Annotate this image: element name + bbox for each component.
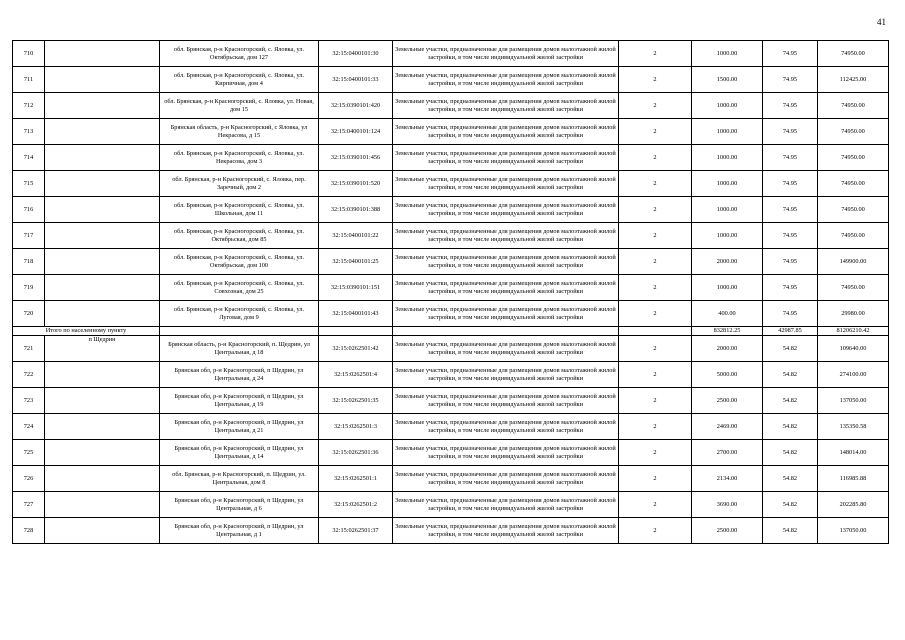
cadastral-value: 112425.00 (818, 67, 889, 93)
total-rate: 42987.85 (763, 327, 818, 336)
table-row (13, 223, 889, 249)
address-cell: Брянская область, р-н Красногорский, с Яловка, ул Некрасова, д 15 (160, 119, 319, 145)
cadastral-number: 32:15:0262501:1 (319, 466, 393, 492)
specific-value: 74.95 (763, 119, 818, 145)
group-number: 2 (619, 93, 692, 119)
settlement-cell (45, 492, 160, 518)
settlement-cell (45, 119, 160, 145)
table-row (13, 518, 889, 544)
land-purpose: Земельные участки, предназначенные для размещения домов малоэтажной жилой застройки, в том числе индивидуальной жилой застройки (393, 119, 619, 145)
total-empty-cell (393, 327, 619, 336)
row-number: 720 (13, 301, 45, 327)
cadastral-number: 32:15:0262501:4 (319, 362, 393, 388)
cadastral-number: 32:15:0400101:30 (319, 41, 393, 67)
land-purpose: Земельные участки, предназначенные для размещения домов малоэтажной жилой застройки, в том числе индивидуальной жилой застройки (393, 336, 619, 362)
settlement-cell (45, 466, 160, 492)
land-purpose: Земельные участки, предназначенные для размещения домов малоэтажной жилой застройки, в том числе индивидуальной жилой застройки (393, 67, 619, 93)
row-number: 727 (13, 492, 45, 518)
address-cell: Брянская обл, р-н Красногорский, п Щедрин, ул Центральная, д 1 (160, 518, 319, 544)
row-number: 728 (13, 518, 45, 544)
address-cell: Брянская обл, р-н Красногорский, п Щедрин, ул Центральная, д 6 (160, 492, 319, 518)
total-empty-cell (160, 327, 319, 336)
settlement-cell (45, 171, 160, 197)
table-row (13, 492, 889, 518)
table-row (13, 145, 889, 171)
land-area: 2500.00 (692, 518, 763, 544)
group-number: 2 (619, 67, 692, 93)
table-row (13, 197, 889, 223)
row-number: 717 (13, 223, 45, 249)
specific-value: 74.95 (763, 197, 818, 223)
table-row (13, 249, 889, 275)
address-cell: Брянская обл, р-н Красногорский, п Щедрин, ул Центральная, д 19 (160, 388, 319, 414)
row-number: 710 (13, 41, 45, 67)
address-cell: Брянская обл, р-н Красногорский, п Щедрин, ул Центральная, д 21 (160, 414, 319, 440)
row-number: 724 (13, 414, 45, 440)
specific-value: 74.95 (763, 171, 818, 197)
table-row (13, 119, 889, 145)
address-cell: обл. Брянская, р-н Красногорский, с. Яловка, ул. Луговая, дом 9 (160, 301, 319, 327)
group-number: 2 (619, 145, 692, 171)
row-number: 725 (13, 440, 45, 466)
total-value: 81206210.42 (818, 327, 889, 336)
land-purpose: Земельные участки, предназначенные для размещения домов малоэтажной жилой застройки, в том числе индивидуальной жилой застройки (393, 466, 619, 492)
settlement-cell (45, 388, 160, 414)
table-row (13, 171, 889, 197)
specific-value: 74.95 (763, 145, 818, 171)
group-number: 2 (619, 249, 692, 275)
table-row (13, 466, 889, 492)
row-number: 721 (13, 336, 45, 362)
cadastral-value: 74950.00 (818, 197, 889, 223)
cadastral-value: 74950.00 (818, 93, 889, 119)
land-area: 2000.00 (692, 249, 763, 275)
total-row (13, 327, 889, 336)
row-number: 722 (13, 362, 45, 388)
settlement-cell (45, 275, 160, 301)
row-number: 716 (13, 197, 45, 223)
land-purpose: Земельные участки, предназначенные для размещения домов малоэтажной жилой застройки, в том числе индивидуальной жилой застройки (393, 518, 619, 544)
land-purpose: Земельные участки, предназначенные для размещения домов малоэтажной жилой застройки, в том числе индивидуальной жилой застройки (393, 223, 619, 249)
land-area: 1000.00 (692, 145, 763, 171)
land-area: 2500.00 (692, 388, 763, 414)
land-purpose: Земельные участки, предназначенные для размещения домов малоэтажной жилой застройки, в том числе индивидуальной жилой застройки (393, 41, 619, 67)
specific-value: 74.95 (763, 93, 818, 119)
row-number: 723 (13, 388, 45, 414)
specific-value: 54.82 (763, 414, 818, 440)
table-row (13, 41, 889, 67)
group-number: 2 (619, 197, 692, 223)
cadastral-value: 74950.00 (818, 145, 889, 171)
cadastral-number: 32:15:0400101:124 (319, 119, 393, 145)
land-area: 1500.00 (692, 67, 763, 93)
specific-value: 54.82 (763, 440, 818, 466)
land-area: 1000.00 (692, 93, 763, 119)
specific-value: 74.95 (763, 41, 818, 67)
address-cell: обл. Брянская, р-н Красногорский, с. Яловка, ул. Новая, дом 15 (160, 93, 319, 119)
cadastral-value: 29980.00 (818, 301, 889, 327)
group-number: 2 (619, 414, 692, 440)
address-cell: обл. Брянская, р-н Красногорский, с. Яловка, ул. Школьная, дом 11 (160, 197, 319, 223)
cadastral-value: 148014.00 (818, 440, 889, 466)
page-number: 41 (877, 17, 886, 27)
table-row (13, 414, 889, 440)
cadastral-number: 32:15:0400101:25 (319, 249, 393, 275)
row-number: 718 (13, 249, 45, 275)
settlement-cell (45, 362, 160, 388)
cadastral-value: 74950.00 (818, 171, 889, 197)
group-number: 2 (619, 119, 692, 145)
specific-value: 74.95 (763, 301, 818, 327)
cadastral-number: 32:15:0390101:456 (319, 145, 393, 171)
table-row (13, 388, 889, 414)
land-purpose: Земельные участки, предназначенные для размещения домов малоэтажной жилой застройки, в том числе индивидуальной жилой застройки (393, 414, 619, 440)
specific-value: 54.82 (763, 336, 818, 362)
land-area: 1000.00 (692, 275, 763, 301)
specific-value: 54.82 (763, 518, 818, 544)
total-empty-cell (319, 327, 393, 336)
group-number: 2 (619, 41, 692, 67)
specific-value: 54.82 (763, 362, 818, 388)
table-row (13, 67, 889, 93)
cadastral-value: 74950.00 (818, 41, 889, 67)
table-row (13, 93, 889, 119)
table-row (13, 275, 889, 301)
cadastral-value: 149900.00 (818, 249, 889, 275)
cadastral-number: 32:15:0400101:43 (319, 301, 393, 327)
settlement-cell (45, 301, 160, 327)
land-purpose: Земельные участки, предназначенные для размещения домов малоэтажной жилой застройки, в том числе индивидуальной жилой застройки (393, 93, 619, 119)
settlement-cell (45, 440, 160, 466)
address-cell: обл. Брянская, р-н Красногорский, п. Щедрин, ул. Центральная, дом 8 (160, 466, 319, 492)
table-section-yalovka (13, 41, 889, 327)
cadastral-number: 32:15:0390101:520 (319, 171, 393, 197)
land-purpose: Земельные участки, предназначенные для размещения домов малоэтажной жилой застройки, в том числе индивидуальной жилой застройки (393, 197, 619, 223)
settlement-cell (45, 197, 160, 223)
group-number: 2 (619, 466, 692, 492)
cadastral-number: 32:15:0400101:22 (319, 223, 393, 249)
address-cell: обл. Брянская, р-н Красногорский, с. Яловка, ул. Некрасова, дом 3 (160, 145, 319, 171)
table-section-shchedrin (13, 336, 889, 544)
group-number: 2 (619, 171, 692, 197)
cadastral-value: 109640.00 (818, 336, 889, 362)
settlement-cell: п Щедрин (45, 336, 160, 362)
land-purpose: Земельные участки, предназначенные для размещения домов малоэтажной жилой застройки, в том числе индивидуальной жилой застройки (393, 171, 619, 197)
land-area: 2700.00 (692, 440, 763, 466)
land-area: 1000.00 (692, 171, 763, 197)
land-area: 1000.00 (692, 119, 763, 145)
land-purpose: Земельные участки, предназначенные для размещения домов малоэтажной жилой застройки, в том числе индивидуальной жилой застройки (393, 249, 619, 275)
address-cell: обл. Брянская, р-н Красногорский, с. Яловка, пер. Заречный, дом 2 (160, 171, 319, 197)
total-empty-cell (619, 327, 692, 336)
group-number: 2 (619, 301, 692, 327)
land-purpose: Земельные участки, предназначенные для размещения домов малоэтажной жилой застройки, в том числе индивидуальной жилой застройки (393, 440, 619, 466)
table-row (13, 336, 889, 362)
settlement-cell (45, 518, 160, 544)
settlement-cell (45, 93, 160, 119)
cadastral-value: 137050.00 (818, 388, 889, 414)
settlement-cell (45, 249, 160, 275)
row-number: 711 (13, 67, 45, 93)
land-area: 400.00 (692, 301, 763, 327)
land-purpose: Земельные участки, предназначенные для размещения домов малоэтажной жилой застройки, в том числе индивидуальной жилой застройки (393, 388, 619, 414)
total-area: 832812.25 (692, 327, 763, 336)
group-number: 2 (619, 336, 692, 362)
cadastral-number: 32:15:0390101:151 (319, 275, 393, 301)
land-area: 5000.00 (692, 362, 763, 388)
land-area: 1000.00 (692, 223, 763, 249)
land-purpose: Земельные участки, предназначенные для размещения домов малоэтажной жилой застройки, в том числе индивидуальной жилой застройки (393, 145, 619, 171)
row-number: 715 (13, 171, 45, 197)
group-number: 2 (619, 440, 692, 466)
group-number: 2 (619, 518, 692, 544)
group-number: 2 (619, 275, 692, 301)
row-number: 719 (13, 275, 45, 301)
address-cell: обл. Брянская, р-н Красногорский, с. Яловка, ул. Октябрьская, дом 85 (160, 223, 319, 249)
address-cell: обл. Брянская, р-н Красногорский, с. Яловка, ул. Совхозная, дом 25 (160, 275, 319, 301)
cadastral-number: 32:15:0390101:388 (319, 197, 393, 223)
settlement-cell (45, 223, 160, 249)
row-number: 713 (13, 119, 45, 145)
total-label: Итого по населенному пункту (13, 327, 160, 336)
land-area: 2469.00 (692, 414, 763, 440)
land-purpose: Земельные участки, предназначенные для размещения домов малоэтажной жилой застройки, в том числе индивидуальной жилой застройки (393, 492, 619, 518)
row-number: 714 (13, 145, 45, 171)
address-cell: обл. Брянская, р-н Красногорский, с. Яловка, ул. Октябрьская, дом 100 (160, 249, 319, 275)
land-area: 2000.00 (692, 336, 763, 362)
row-number: 726 (13, 466, 45, 492)
settlement-cell (45, 414, 160, 440)
group-number: 2 (619, 388, 692, 414)
table-row (13, 440, 889, 466)
settlement-cell (45, 145, 160, 171)
group-number: 2 (619, 492, 692, 518)
cadastral-value: 274100.00 (818, 362, 889, 388)
cadastral-number: 32:15:0262501:2 (319, 492, 393, 518)
land-purpose: Земельные участки, предназначенные для размещения домов малоэтажной жилой застройки, в том числе индивидуальной жилой застройки (393, 362, 619, 388)
cadastral-number: 32:15:0262501:36 (319, 440, 393, 466)
land-area: 1000.00 (692, 41, 763, 67)
specific-value: 54.82 (763, 492, 818, 518)
row-number: 712 (13, 93, 45, 119)
cadastral-value: 137050.00 (818, 518, 889, 544)
land-area: 2134.00 (692, 466, 763, 492)
specific-value: 74.95 (763, 67, 818, 93)
settlement-cell (45, 41, 160, 67)
address-cell: Брянская обл, р-н Красногорский, п Щедрин, ул Центральная, д 14 (160, 440, 319, 466)
land-purpose: Земельные участки, предназначенные для размещения домов малоэтажной жилой застройки, в том числе индивидуальной жилой застройки (393, 301, 619, 327)
address-cell: обл. Брянская, р-н Красногорский, с. Яловка, ул. Кирпичная, дом 4 (160, 67, 319, 93)
cadastral-value: 135350.58 (818, 414, 889, 440)
cadastral-value-table (12, 40, 889, 544)
cadastral-number: 32:15:0262501:42 (319, 336, 393, 362)
specific-value: 74.95 (763, 223, 818, 249)
cadastral-number: 32:15:0400101:33 (319, 67, 393, 93)
address-cell: Брянская обл, р-н Красногорский, п Щедрин, ул Центральная, д 24 (160, 362, 319, 388)
address-cell: Брянская область, р-н Красногорский, п. Щедрин, ул Центральная, д 18 (160, 336, 319, 362)
land-area: 1000.00 (692, 197, 763, 223)
cadastral-number: 32:15:0262501:35 (319, 388, 393, 414)
specific-value: 54.82 (763, 466, 818, 492)
cadastral-value: 116985.88 (818, 466, 889, 492)
specific-value: 74.95 (763, 275, 818, 301)
specific-value: 54.82 (763, 388, 818, 414)
specific-value: 74.95 (763, 249, 818, 275)
cadastral-number: 32:15:0262501:3 (319, 414, 393, 440)
cadastral-number: 32:15:0262501:37 (319, 518, 393, 544)
group-number: 2 (619, 223, 692, 249)
settlement-cell (45, 67, 160, 93)
address-cell: обл. Брянская, р-н Красногорский, с. Яловка, ул. Октябрьская, дом 127 (160, 41, 319, 67)
cadastral-value: 74950.00 (818, 223, 889, 249)
cadastral-number: 32:15:0390101:420 (319, 93, 393, 119)
land-area: 3690.00 (692, 492, 763, 518)
cadastral-value: 74950.00 (818, 275, 889, 301)
cadastral-value: 74950.00 (818, 119, 889, 145)
land-purpose: Земельные участки, предназначенные для размещения домов малоэтажной жилой застройки, в том числе индивидуальной жилой застройки (393, 275, 619, 301)
group-number: 2 (619, 362, 692, 388)
table-row (13, 301, 889, 327)
cadastral-value: 202285.80 (818, 492, 889, 518)
table-section-total (13, 327, 889, 336)
table-row (13, 362, 889, 388)
